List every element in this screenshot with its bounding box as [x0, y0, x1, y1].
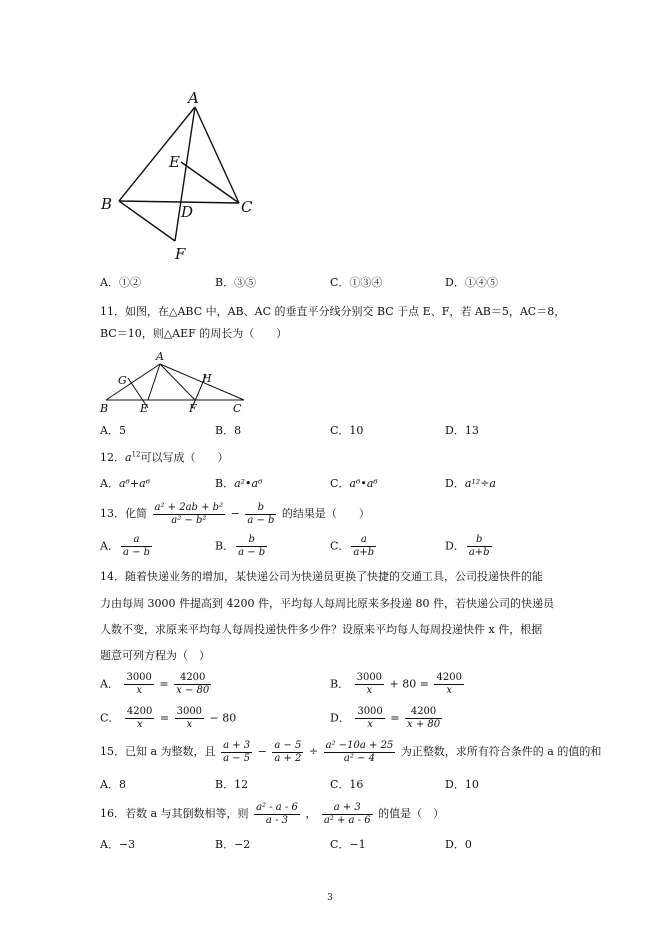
- q11-text-line2: BC＝10，则△AEF 的周长为（ ）: [100, 327, 288, 340]
- q12-option-a[interactable]: A．a⁶+a⁶: [100, 477, 151, 490]
- q13-option-a[interactable]: A． $\frac{a}{a - b}$: [100, 534, 151, 558]
- q15-option-c[interactable]: C．16: [330, 778, 364, 791]
- label-D: D: [181, 203, 194, 221]
- figure-triangle-abcdef: [95, 85, 265, 265]
- q12-option-c[interactable]: C．a⁶•a⁶: [330, 477, 378, 490]
- q13-option-b[interactable]: B． $\frac{b}{a - b}$: [215, 534, 266, 558]
- label-B: B: [101, 195, 113, 213]
- q13-text: 13．化简 $\frac{\text{a² + 2ab + b²}}{\text{a² − b²}}$ − $\frac{b}{a - b}$ 的结果是（ ）: [100, 501, 370, 526]
- q14-text-line2: 力由每周 3000 件提高到 4200 件，平均每人每周比原来多投递 80 件，若快递公司的快递员: [100, 597, 554, 610]
- q11-label-E: E: [140, 402, 149, 414]
- q16-text: 16．若数 a 与其倒数相等，则 $\frac{\text{a² - a - 6}}{a - 3}$ ， $\frac{a + 3}{\text{a² + a - 6}}$ 的值是（ ）: [100, 801, 445, 826]
- q11-option-d[interactable]: D．13: [445, 424, 479, 437]
- q13-fraction-2: $\frac{b}{a - b}$: [247, 501, 275, 526]
- q13-option-c[interactable]: C． $\frac{a}{a+b}$: [330, 534, 375, 558]
- q15-option-d[interactable]: D．10: [445, 778, 479, 791]
- q11-text-line1: 11．如图，在△ABC 中，AB、AC 的垂直平分线分别交 BC 于点 E、F，若 AB＝5，AC＝8，: [100, 305, 566, 318]
- q11-label-C: C: [233, 402, 242, 414]
- q14-option-c[interactable]: C． $\frac{4200}{x}$ = $\frac{3000}{x}$ − 80: [100, 706, 237, 730]
- q16-option-d[interactable]: D．0: [445, 838, 472, 851]
- q14-option-a[interactable]: A． $\frac{3000}{x}$ = $\frac{4200}{x - 80}$: [100, 672, 210, 696]
- q14-option-b[interactable]: B． $\frac{3000}{x}$ + 80 = $\frac{4200}{x}$: [330, 672, 462, 696]
- q10-option-b[interactable]: B．③⑤: [215, 276, 257, 289]
- q16-option-a[interactable]: A．−3: [100, 838, 136, 851]
- q11-label-H: H: [202, 372, 212, 385]
- q15-option-a[interactable]: A．8: [100, 778, 126, 791]
- q14-text-line4: 题意可列方程为（ ）: [100, 649, 210, 662]
- q10-option-d[interactable]: D．①④⑤: [445, 276, 498, 289]
- q11-label-A: A: [156, 350, 164, 363]
- q12-text: 12．$a^{12}$可以写成（ ）: [100, 450, 229, 464]
- q15-option-b[interactable]: B．12: [215, 778, 249, 791]
- q11-label-F: F: [189, 402, 197, 414]
- page-number: 3: [327, 893, 333, 903]
- q12-option-d[interactable]: D．a¹²÷a: [445, 477, 496, 490]
- label-F: F: [175, 245, 186, 263]
- q11-label-B: B: [100, 402, 109, 414]
- label-E: E: [169, 153, 180, 171]
- q12-option-b[interactable]: B．a²•a⁶: [215, 477, 263, 490]
- q11-option-c[interactable]: C．10: [330, 424, 364, 437]
- q15-text: 15．已知 a 为整数，且 $\frac{a + 3}{a - 5}$ − $\frac{a - 5}{a + 2}$ ÷ $\frac{\text{a² −10a + 25}}{\text{a² − 4}}$ 为正整数，求所有符合条件的 a 的值的和: [100, 739, 602, 764]
- q16-option-b[interactable]: B．−2: [215, 838, 251, 851]
- q13-option-d[interactable]: D． $\frac{b}{a+b}$: [445, 534, 490, 558]
- q11-label-G: G: [118, 374, 127, 387]
- q14-text-line3: 人数不变，求原来平均每人每周投递快件多少件？设原来平均每人每周投递快件 x 件，根据: [100, 623, 543, 636]
- label-A: A: [188, 89, 199, 107]
- q11-option-a[interactable]: A．5: [100, 424, 126, 437]
- q13-fraction-1: $\frac{\text{a² + 2ab + b²}}{\text{a² − b²}}$: [154, 501, 224, 526]
- figure-q11-triangle: [98, 348, 253, 414]
- q10-option-a[interactable]: A．①②: [100, 276, 141, 289]
- q10-option-c[interactable]: C．①③④: [330, 276, 383, 289]
- label-C: C: [241, 198, 253, 216]
- q14-text-line1: 14．随着快递业务的增加，某快递公司为快递员更换了快捷的交通工具，公司投递快件的能: [100, 570, 543, 583]
- q11-option-b[interactable]: B．8: [215, 424, 242, 437]
- q14-option-d[interactable]: D． $\frac{3000}{x}$ = $\frac{4200}{x + 80}$: [330, 706, 441, 730]
- q16-option-c[interactable]: C．−1: [330, 838, 366, 851]
